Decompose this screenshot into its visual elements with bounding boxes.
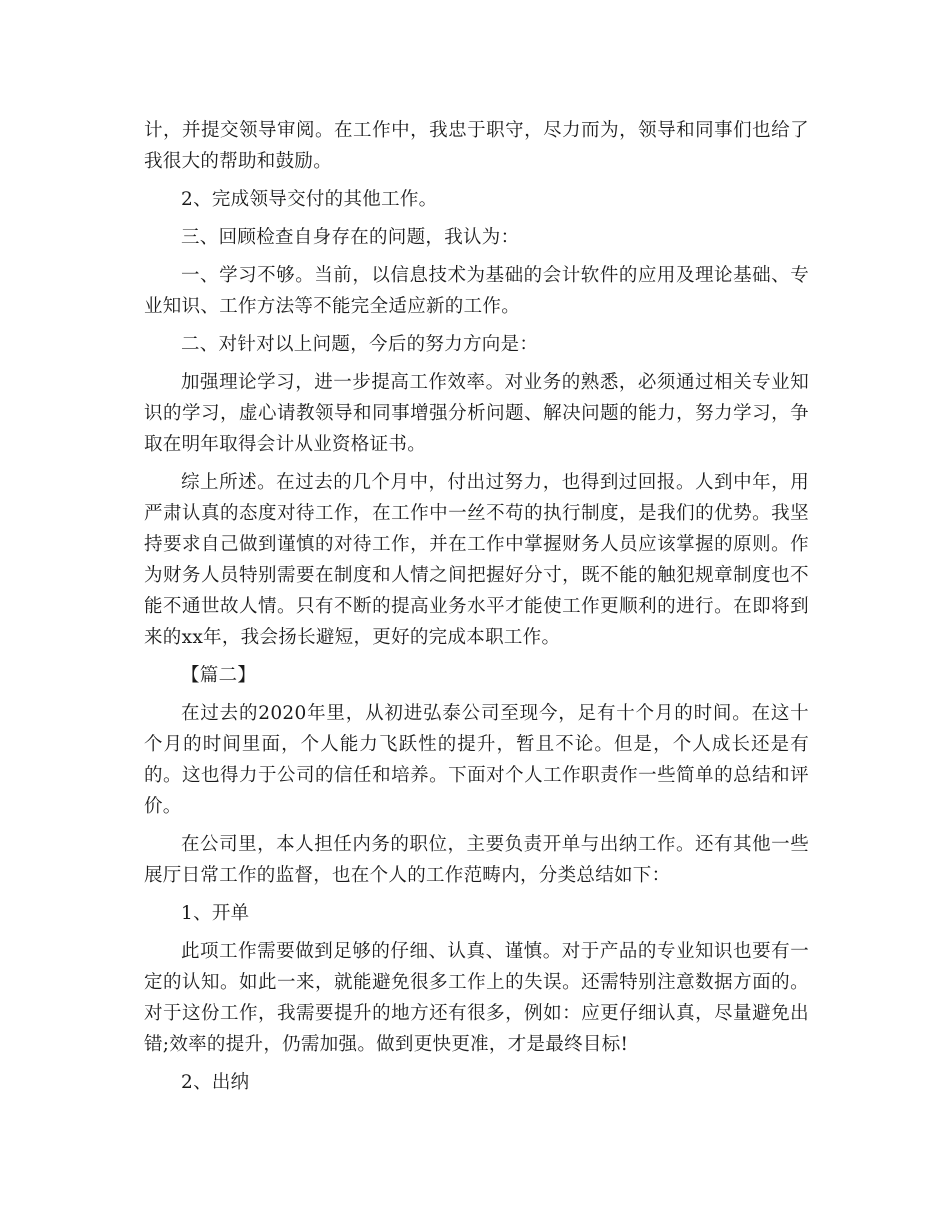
paragraph-study-plan: 加强理论学习，进一步提高工作效率。对业务的熟悉，必须通过相关专业知识的学习，虚心请教领导和同事增强分析问题、解决问题的能力，努力学习，争取在明年取得会计从业资格证书。	[144, 372, 809, 455]
paragraph-continuation: 计，并提交领导审阅。在工作中，我忠于职守，尽力而为，领导和同事们也给了我很大的帮助和鼓励。	[144, 120, 809, 172]
paragraph-part-2-intro: 在过去的2020年里，从初进弘泰公司至现今，足有十个月的时间。在这十个月的时间里面，个人能力飞跃性的提升，暂且不论。但是，个人成长还是有的。这也得力于公司的信任和培养。下面对个人工作职责作一些简单的总结和评价。	[144, 703, 809, 817]
paragraph-section-3-heading: 三、回顾检查自身存在的问题，我认为：	[181, 227, 520, 248]
paragraph-task-2: 2、完成领导交付的其他工作。	[181, 189, 438, 210]
paragraph-role-description: 在公司里，本人担任内务的职位，主要负责开单与出纳工作。还有其他一些展厅日常工作的监督，也在个人的工作范畴内，分类总结如下：	[144, 834, 809, 886]
paragraph-billing-details: 此项工作需要做到足够的仔细、认真、谨慎。对于产品的专业知识也要有一定的认知。如此一来，就能避免很多工作上的失误。还需特别注意数据方面的。对于这份工作，我需要提升的地方还有很多，例如：应更仔细认真，尽量避免出错;效率的提升，仍需加强。做到更快更准，才是最终目标!	[144, 941, 809, 1055]
document-body	[144, 115, 809, 1105]
paragraph-summary: 综上所述。在过去的几个月中，付出过努力，也得到过回报。人到中年，用严肃认真的态度对待工作，在工作中一丝不苟的执行制度，是我们的优势。我坚持要求自己做到谨慎的对待工作，并在工作中掌握财务人员应该掌握的原则。作为财务人员特别需要在制度和人情之间把握好分寸，既不能的触犯规章制度也不能不通世故人情。只有不断的提高业务水平才能使工作更顺利的进行。在即将到来的xx年，我会扬长避短，更好的完成本职工作。	[144, 472, 809, 648]
paragraph-direction-heading: 二、对针对以上问题，今后的努力方向是：	[181, 334, 539, 355]
section-heading-part-2: 【篇二】	[181, 665, 257, 686]
subheading-billing: 1、开单	[181, 903, 250, 924]
subheading-cashier: 2、出纳	[181, 1072, 250, 1093]
paragraph-problem-1: 一、学习不够。当前，以信息技术为基础的会计软件的应用及理论基础、专业知识、工作方法等不能完全适应新的工作。	[144, 265, 809, 317]
